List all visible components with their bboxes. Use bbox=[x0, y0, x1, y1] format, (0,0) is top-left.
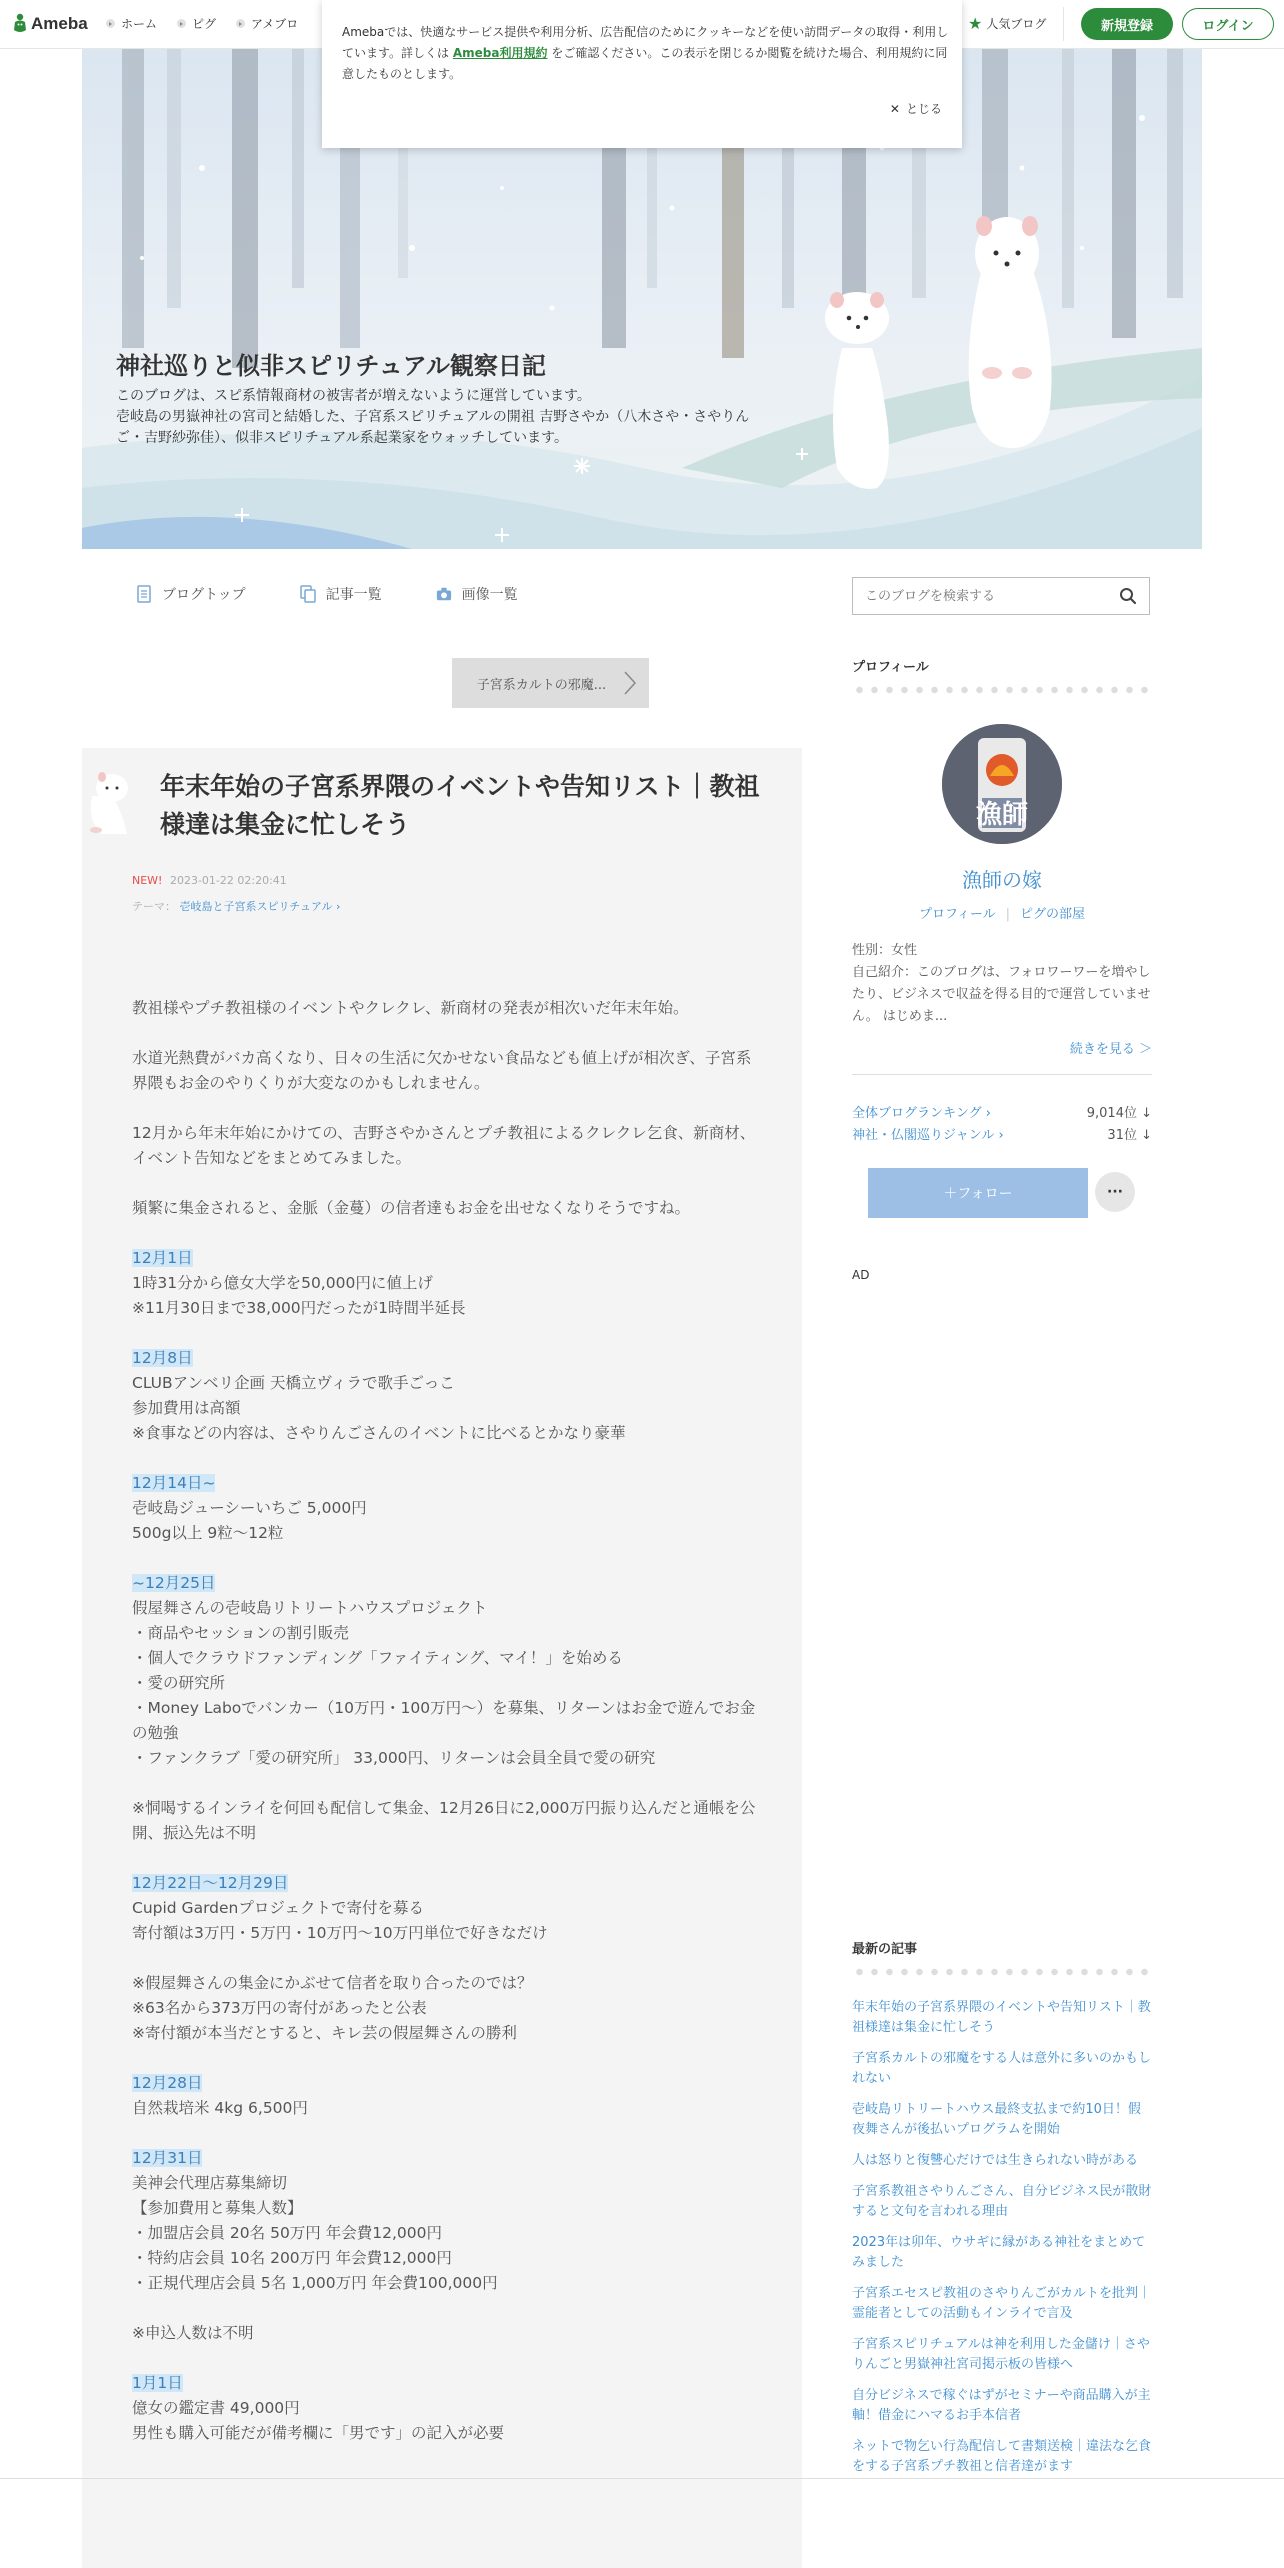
signup-button[interactable]: 新規登録 bbox=[1081, 8, 1173, 40]
ameba-mark-icon bbox=[12, 13, 28, 35]
dotted-divider bbox=[852, 686, 1152, 694]
article-paragraph bbox=[132, 2121, 762, 2146]
prev-article-label: 子宮系カルトの邪魔... bbox=[476, 677, 607, 693]
search-icon[interactable] bbox=[1119, 587, 1137, 605]
article-paragraph: 寄付額は3万円・5万円・10万円～10万円単位で好きなだけ bbox=[132, 1924, 548, 1942]
article-paragraph: ※11月30日まで38,000円だったが1時間半延長 bbox=[132, 1299, 466, 1317]
article-paragraph bbox=[132, 1171, 762, 1196]
blog-title[interactable]: 神社巡りと似非スピリチュアル観察日記 bbox=[116, 352, 546, 380]
terms-link[interactable]: Ameba利用規約 bbox=[452, 46, 548, 60]
cookie-close-button[interactable] bbox=[890, 100, 942, 117]
ranking-label: 神社・仏閣巡りジャンル bbox=[852, 1128, 995, 1143]
image-list-label: 画像一覧 bbox=[461, 587, 518, 603]
blog-search-input[interactable] bbox=[863, 578, 1107, 614]
close-icon: ✕ bbox=[889, 101, 900, 116]
article-paragraph: ※63名から373万円の寄付があったと公表 bbox=[132, 1999, 427, 2017]
article-paragraph: 男性も購入可能だが備考欄に「男です」の記入が必要 bbox=[132, 2424, 505, 2442]
arrow-icon bbox=[236, 19, 245, 28]
blog-description bbox=[116, 386, 756, 449]
article-paragraph: Cupid Gardenプロジェクトで寄付を募る bbox=[132, 1899, 425, 1917]
article-meta bbox=[132, 874, 287, 887]
global-nav bbox=[106, 15, 298, 32]
profile-info bbox=[852, 940, 1152, 1028]
article-paragraph: 12月から年末年始にかけての、吉野さやかさんとプチ教祖によるクレクレ乞食、新商材、イベント告知などをまとめてみました。 bbox=[132, 1124, 756, 1167]
pigg-room-link[interactable]: ピグの部屋 bbox=[1020, 907, 1086, 922]
article-theme bbox=[132, 898, 340, 914]
ranking-genre-link[interactable]: 神社・仏閣巡りジャンル › bbox=[852, 1128, 1004, 1143]
popular-blog-label: 人気ブログ bbox=[986, 17, 1047, 31]
profile-link[interactable]: プロフィール bbox=[918, 907, 996, 922]
latest-article-link[interactable]: 子宮系カルトの邪魔をする人は意外に多いのかもしれない bbox=[852, 2051, 1152, 2086]
ranking-value: 9,014位 ↓ bbox=[1086, 1106, 1152, 1121]
article-paragraph: ・特約店会員 10名 200万円 年会費12,000円 bbox=[132, 2249, 452, 2267]
article-paragraph bbox=[132, 1446, 762, 1471]
profile-heading: プロフィール bbox=[852, 660, 929, 675]
latest-articles bbox=[852, 1998, 1152, 2488]
article-list-link[interactable] bbox=[300, 584, 382, 604]
theme-link[interactable]: 壱岐島と子宮系スピリチュアル › bbox=[179, 900, 341, 913]
read-more-link[interactable]: 続きを見る ＞ bbox=[1069, 1042, 1152, 1057]
article-paragraph bbox=[132, 1946, 762, 1971]
arrow-icon bbox=[106, 19, 115, 28]
article-paragraph: 美神会代理店募集締切 bbox=[132, 2174, 288, 2192]
ranking-genre bbox=[852, 1124, 1152, 1143]
article-list-label: 記事一覧 bbox=[325, 587, 382, 603]
article-date-heading bbox=[132, 1471, 762, 1496]
more-menu-button[interactable]: ··· bbox=[1095, 1172, 1135, 1212]
latest-article-link[interactable]: 子宮系エセスピ教祖のさやりんごがカルトを批判｜霊能者としての活動もインライで言及 bbox=[852, 2286, 1152, 2321]
article-paragraph: ※寄付額が本当だとすると、キレ芸の假屋舞さんの勝利 bbox=[132, 2024, 517, 2042]
article-paragraph: 假屋舞さんの壱岐島リトリートハウスプロジェクト bbox=[132, 1599, 488, 1617]
theme-label: テーマ： bbox=[132, 900, 176, 913]
blog-desc-line: 壱岐島の男嶽神社の宮司と結婚した、子宮系スピリチュアルの開祖 吉野さやか（八木さや・さやりんご・吉野紗弥佳）、似非スピリチュアル系起業家をウォッチしています。 bbox=[116, 409, 750, 446]
article-date-heading bbox=[132, 1571, 762, 1596]
blog-top-label: ブログトップ bbox=[162, 587, 246, 603]
article-paragraph: 教祖様やプチ教祖様のイベントやクレクレ、新商材の発表が相次いだ年末年始。 bbox=[132, 999, 689, 1017]
cookie-text-after: をご確認ください。この表示を閉じるか閲覧を続けた場合、利用規約に同意したものとします。 bbox=[342, 46, 948, 81]
header-divider bbox=[1063, 7, 1064, 41]
date-highlight: 1月1日 bbox=[132, 2374, 183, 2392]
avatar[interactable] bbox=[942, 724, 1062, 844]
ad-label: AD bbox=[852, 1268, 870, 1282]
ranking-label: 全体ブログランキング bbox=[852, 1106, 982, 1121]
article-paragraph: 1時31分から億女大学を50,000円に値上げ bbox=[132, 1274, 433, 1292]
profile-gender: 性別：女性 bbox=[852, 943, 918, 958]
nav-home[interactable] bbox=[106, 15, 157, 32]
cookie-text bbox=[342, 22, 952, 85]
article-date: 2023-01-22 02:20:41 bbox=[169, 874, 287, 887]
latest-article-link[interactable]: 年末年始の子宮系界隈のイベントや告知リスト｜教祖様達は集金に忙しそう bbox=[852, 2000, 1151, 2035]
theme-name: 壱岐島と子宮系スピリチュアル bbox=[179, 900, 333, 913]
article-paragraph: ・ファンクラブ「愛の研究所」 33,000円、リターンは会員全員で愛の研究 bbox=[132, 1749, 656, 1767]
cookie-close-label: とじる bbox=[905, 102, 942, 116]
document-icon bbox=[136, 585, 152, 603]
blog-desc-line: このブログは、スピ系情報商材の被害者が増えないように運営しています。 bbox=[116, 388, 591, 404]
avatar-caption: 漁師 bbox=[975, 800, 1028, 830]
ranking-overall bbox=[852, 1102, 1152, 1121]
link-separator: | bbox=[1005, 907, 1011, 922]
footer-divider bbox=[0, 2478, 1284, 2479]
date-highlight: 12月28日 bbox=[132, 2074, 203, 2092]
date-highlight: 12月31日 bbox=[132, 2149, 203, 2167]
new-badge: NEW! bbox=[132, 874, 163, 887]
article-body bbox=[132, 996, 762, 2446]
date-highlight: 12月22日～12月29日 bbox=[132, 1874, 289, 1892]
cookie-text-before: Amebaでは、快適なサービス提供や利用分析、広告配信のためにクッキーなどを使い訪問データの取得・利用しています。詳しくは bbox=[342, 25, 949, 60]
article-paragraph: 500g以上 9粒～12粒 bbox=[132, 1524, 284, 1542]
latest-article-link[interactable]: 自分ビジネスで稼ぐはずがセミナーや商品購入が主軸！借金にハマるお手本信者 bbox=[852, 2388, 1151, 2423]
ranking-overall-link[interactable]: 全体ブログランキング › bbox=[852, 1106, 991, 1121]
dotted-divider bbox=[852, 1968, 1152, 1976]
profile-divider bbox=[852, 1074, 1152, 1075]
latest-article-link[interactable]: ネットで物乞い行為配信して書類送検｜違法な乞食をする子宮系プチ教祖と信者達がます bbox=[852, 2439, 1152, 2474]
ameba-logo[interactable] bbox=[12, 12, 88, 36]
profile-intro: 自己紹介：このブログは、フォロワーワーを増やしたり、ビジネスで収益を得る目的で運営していません。 はじめま... bbox=[852, 965, 1151, 1024]
article-paragraph bbox=[132, 1096, 762, 1121]
article-paragraph bbox=[132, 1546, 762, 1571]
blog-search bbox=[852, 577, 1150, 615]
image-list-link[interactable] bbox=[436, 584, 518, 604]
article-date-heading bbox=[132, 1346, 762, 1371]
article-paragraph bbox=[132, 1771, 762, 1796]
article-paragraph: ※假屋舞さんの集金にかぶせて信者を取り合ったのでは？ bbox=[132, 1974, 533, 1992]
profile-links bbox=[852, 903, 1152, 922]
follow-button[interactable]: ＋フォロー bbox=[868, 1168, 1088, 1218]
latest-article-link[interactable]: 子宮系教祖さやりんごさん、自分ビジネス民が散財すると文句を言われる理由 bbox=[852, 2184, 1152, 2219]
date-highlight: 12月14日~ bbox=[132, 1474, 216, 1492]
arrow-icon bbox=[177, 19, 186, 28]
article-paragraph bbox=[132, 1221, 762, 1246]
chevron-right-icon bbox=[621, 670, 639, 696]
article-paragraph bbox=[132, 1846, 762, 1871]
copy-icon bbox=[300, 585, 316, 603]
logo-text: Ameba bbox=[31, 14, 88, 33]
nav-label: ホーム bbox=[121, 17, 158, 31]
article-paragraph: ・愛の研究所 bbox=[132, 1674, 226, 1692]
ranking-value: 31位 ↓ bbox=[1107, 1128, 1152, 1143]
camera-icon bbox=[436, 585, 452, 603]
popular-blog-link[interactable] bbox=[968, 15, 1046, 32]
article-paragraph: 億女の鑑定書 49,000円 bbox=[132, 2399, 300, 2417]
ermine-icon bbox=[82, 766, 142, 836]
prev-article-button[interactable] bbox=[452, 658, 649, 708]
article-date-heading bbox=[132, 1246, 762, 1271]
star-icon: ★ bbox=[968, 13, 983, 33]
article-paragraph bbox=[132, 1321, 762, 1346]
article-paragraph bbox=[132, 2296, 762, 2321]
article-date-heading bbox=[132, 2071, 762, 2096]
latest-article-link[interactable]: 2023年は卯年、ウサギに縁がある神社をまとめてみました bbox=[852, 2235, 1146, 2270]
nav-pigg[interactable] bbox=[177, 15, 216, 32]
article-date-heading bbox=[132, 2146, 762, 2171]
article-paragraph: 水道光熱費がバカ高くなり、日々の生活に欠かせない食品なども値上げが相次ぎ、子宮系界隈もお金のやりくりが大変なのかもしれません。 bbox=[132, 1049, 752, 1092]
article-paragraph: ・Money Laboでバンカー（10万円・100万円～）を募集、リターンはお金で遊んでお金の勉強 bbox=[132, 1699, 756, 1742]
article-paragraph: 【参加費用と募集人数】 bbox=[132, 2199, 303, 2217]
article-date-heading bbox=[132, 1871, 762, 1896]
nav-ameblo[interactable] bbox=[236, 15, 298, 32]
article-paragraph: ※食事などの内容は、さやりんごさんのイベントに比べるとかなり豪華 bbox=[132, 1424, 626, 1442]
article-paragraph: CLUBアンベリ企画 天橋立ヴィラで歌手ごっこ bbox=[132, 1374, 455, 1392]
article-paragraph: ※申込人数は不明 bbox=[132, 2324, 254, 2342]
date-highlight: 12月8日 bbox=[132, 1349, 193, 1367]
latest-article-link[interactable]: 壱岐島リトリートハウス最終支払まで約10日！假夜舞さんが後払いプログラムを開始 bbox=[852, 2102, 1141, 2137]
article-paragraph: ※恫喝するインライを何回も配信して集金、12月26日に2,000万円振り込んだと通帳を公開、振込先は不明 bbox=[132, 1799, 756, 1842]
article-paragraph: 頻繁に集金されると、金脈（金蔓）の信者達もお金を出せなくなりそうですね。 bbox=[132, 1199, 691, 1217]
article-paragraph: ・加盟店会員 20名 50万円 年会費12,000円 bbox=[132, 2224, 442, 2242]
nav-label: ピグ bbox=[192, 17, 217, 31]
login-button[interactable]: ログイン bbox=[1182, 8, 1274, 40]
article-paragraph: ・正規代理店会員 5名 1,000万円 年会費100,000円 bbox=[132, 2274, 498, 2292]
article-paragraph bbox=[132, 1021, 762, 1046]
nav-label: アメブロ bbox=[251, 17, 299, 31]
article bbox=[82, 748, 802, 2568]
blog-menu bbox=[136, 584, 518, 604]
article-paragraph: 自然栽培米 4kg 6,500円 bbox=[132, 2099, 308, 2117]
article-paragraph: ・個人でクラウドファンディング「ファイティング、マイ！」を始める bbox=[132, 1649, 623, 1667]
article-paragraph: ・商品やセッションの割引販売 bbox=[132, 1624, 349, 1642]
article-paragraph bbox=[132, 2046, 762, 2071]
date-highlight: 12月1日 bbox=[132, 1249, 193, 1267]
article-paragraph: 壱岐島ジューシーいちご 5,000円 bbox=[132, 1499, 367, 1517]
blog-top-link[interactable] bbox=[136, 584, 246, 604]
article-date-heading bbox=[132, 2371, 762, 2396]
article-paragraph: 参加費用は高額 bbox=[132, 1399, 241, 1417]
article-paragraph bbox=[132, 2346, 762, 2371]
latest-article-link[interactable]: 子宮系スピリチュアルは神を利用した金儲け｜さやりんごと男嶽神社宮司掲示板の皆様へ bbox=[852, 2337, 1150, 2372]
article-title[interactable]: 年末年始の子宮系界隈のイベントや告知リスト｜教祖様達は集金に忙しそう bbox=[160, 772, 760, 839]
date-highlight: ~12月25日 bbox=[132, 1574, 216, 1592]
latest-heading: 最新の記事 bbox=[852, 1942, 918, 1957]
profile-name[interactable]: 漁師の嫁 bbox=[962, 868, 1042, 892]
latest-article-link[interactable]: 人は怒りと復讐心だけでは生きられない時がある bbox=[852, 2153, 1139, 2168]
cookie-banner bbox=[322, 0, 962, 148]
